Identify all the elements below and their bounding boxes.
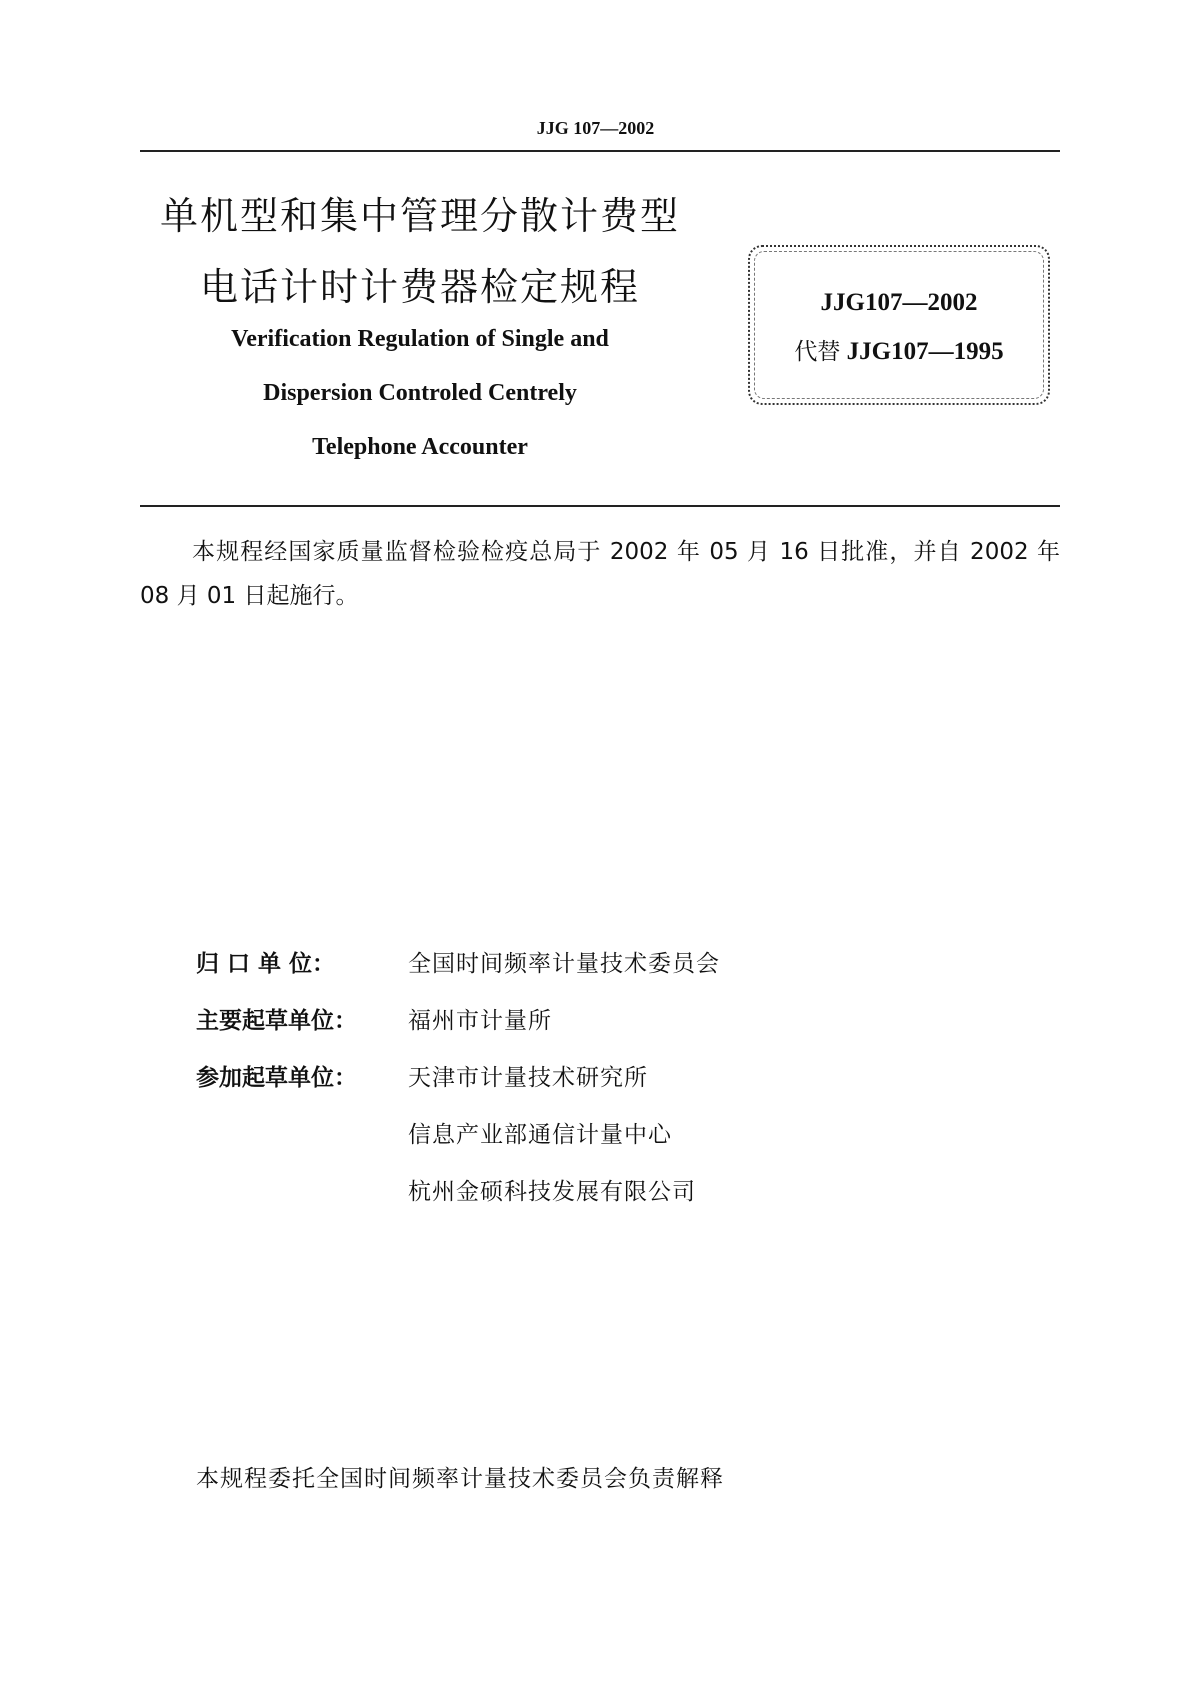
header-rule — [140, 150, 1060, 152]
title-cn-line-1: 单机型和集中管理分散计费型 — [159, 194, 680, 238]
title-cn-line-2: 电话计时计费器检定规程 — [199, 265, 640, 309]
main-drafter-value: 福州市计量所 — [408, 1008, 552, 1034]
participating-drafter-1: 天津市计量技术研究所 — [408, 1065, 648, 1091]
replaces-code: JJG107—1995 — [846, 338, 1004, 365]
title-bottom-rule — [140, 505, 1060, 507]
participating-drafter-label: 参加起草单位： — [196, 1065, 357, 1091]
interpretation-note: 本规程委托全国时间频率计量技术委员会负责解释 — [196, 1466, 724, 1492]
participating-drafter-2: 信息产业部通信计量中心 — [408, 1122, 672, 1148]
standard-code-box — [748, 245, 1050, 405]
standard-code: JJG107—2002 — [820, 289, 978, 316]
title-en-line-2: Dispersion Controled Centrely — [263, 380, 577, 406]
replaces-label: 代替 — [794, 339, 841, 365]
participating-drafter-3: 杭州金硕科技发展有限公司 — [408, 1179, 696, 1205]
title-en-line-1: Verification Regulation of Single and — [231, 326, 609, 352]
main-drafter-label: 主要起草单位： — [196, 1008, 357, 1034]
responsible-unit-value: 全国时间频率计量技术委员会 — [408, 951, 720, 977]
approval-paragraph: 本规程经国家质量监督检验检疫总局于 2002 年 05 月 16 日批准，并自 2002 年 08 月 01 日起施行。 — [140, 539, 1060, 609]
title-en-line-3: Telephone Accounter — [312, 434, 528, 460]
running-header: JJG 107—2002 — [536, 118, 655, 138]
replaces-line — [750, 333, 1048, 366]
responsible-unit-label: 归 口 单 位： — [196, 951, 336, 977]
